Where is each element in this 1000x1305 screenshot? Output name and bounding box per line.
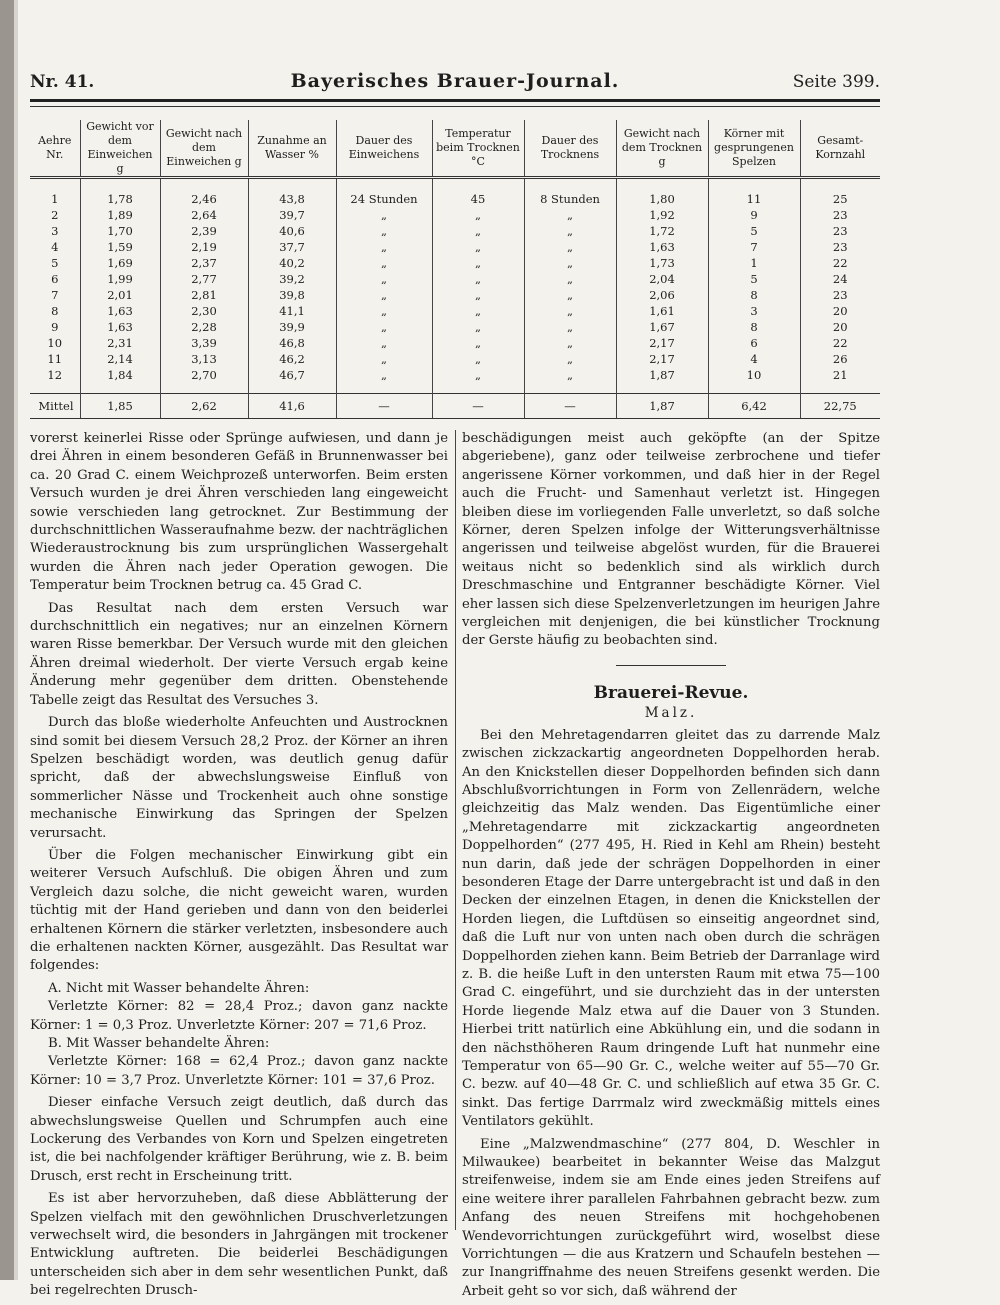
section-title: Brauerei-Revue.	[593, 682, 749, 703]
table-cell: 3	[30, 223, 80, 239]
table-row	[30, 178, 880, 208]
table-cell: 2,77	[160, 271, 248, 287]
table-cell: —	[336, 394, 432, 419]
paragraph: B. Mit Wasser behandelte Ähren:	[48, 1036, 270, 1051]
table-cell: 2,28	[160, 319, 248, 335]
table-cell: 2,30	[160, 303, 248, 319]
table-cell: „	[524, 207, 616, 223]
table-row	[30, 255, 880, 271]
table-cell: 4	[708, 351, 800, 367]
table-cell: 8	[708, 287, 800, 303]
table-row	[30, 335, 880, 351]
table-cell: 2,17	[616, 351, 708, 367]
table-cell: 24 Stunden	[336, 178, 432, 208]
table-cell: 2,81	[160, 287, 248, 303]
table-cell: „	[432, 319, 524, 335]
table-cell: 25	[832, 191, 848, 206]
table-cell: „	[432, 239, 524, 255]
table-cell: 10	[708, 367, 800, 394]
table-cell: „	[336, 335, 432, 351]
table-cell: „	[524, 303, 616, 319]
table-cell: —	[524, 394, 616, 419]
scan-binding-shadow	[14, 0, 18, 1280]
table-cell: 3,13	[160, 351, 248, 367]
column-header: Zunahme an Wasser %	[248, 120, 336, 178]
table-cell: 2,46	[160, 178, 248, 208]
table-cell: 1,84	[80, 367, 160, 394]
table-cell: „	[336, 319, 432, 335]
table-cell: „	[524, 287, 616, 303]
table-cell: 1,89	[80, 207, 160, 223]
table-cell: 39,8	[248, 287, 336, 303]
table-cell: 1,67	[616, 319, 708, 335]
table-cell: 40,2	[248, 255, 336, 271]
table-cell: 1,85	[80, 394, 160, 419]
column-header: Körner mit gesprungenen Spelzen	[708, 120, 800, 178]
table-cell: 6	[708, 335, 800, 351]
paragraph: vorerst keinerlei Risse oder Sprünge aufwiesen, und dann je drei Ähren in einem besonderen Gefäß in Brunnenwasser bei ca. 20 Grad C. einem Weichprozeß unterworfen. Beim ersten Versuch wurden je drei Ähren verschieden lang eingeweicht sowie verschieden lang getrocknet. Zur Bestimmung der durchschnittlichen Wasseraufnahme bezw. der nachträglichen Wiederaustrocknung bis zum ursprünglichen Wassergehalt wurden die Ähren nach jeder Operation gewogen. Die Temperatur beim Trocknen betrug ca. 45 Grad C.	[30, 431, 448, 594]
issue-number: Nr. 41.	[30, 72, 95, 92]
table-cell: 2,70	[160, 367, 248, 394]
table-cell: „	[432, 335, 524, 351]
table-cell: 22	[832, 335, 848, 350]
journal-title: Bayerisches Brauer-Journal.	[290, 70, 620, 92]
table-cell: 1,69	[80, 255, 160, 271]
table-cell: „	[432, 223, 524, 239]
table-cell: 1,87	[616, 394, 708, 419]
table-cell: 20	[832, 303, 848, 318]
table-cell: 5	[708, 223, 800, 239]
table-cell: 7	[708, 239, 800, 255]
table-cell: 1,99	[80, 271, 160, 287]
table-cell: „	[336, 255, 432, 271]
table-cell: „	[336, 271, 432, 287]
table-cell: 1,70	[80, 223, 160, 239]
paragraph: A. Nicht mit Wasser behandelte Ähren:	[48, 980, 310, 996]
table-cell: „	[432, 351, 524, 367]
mean-label: Mittel	[30, 394, 80, 419]
table-cell: 2,17	[616, 335, 708, 351]
table-cell: 43,8	[248, 178, 336, 208]
table-cell: 9	[30, 319, 80, 335]
table-header-row	[30, 120, 880, 178]
page-header	[30, 70, 880, 98]
table-cell: 1,63	[80, 303, 160, 319]
table-cell: 2,39	[160, 223, 248, 239]
table-cell: „	[336, 351, 432, 367]
column-header: Gesamt-Kornzahl	[800, 120, 880, 178]
table-row	[30, 367, 880, 394]
table-cell: 1,63	[616, 239, 708, 255]
left-text-column	[30, 430, 448, 1305]
results-table-container	[30, 120, 880, 419]
table-row	[30, 239, 880, 255]
scan-binding-edge	[0, 0, 14, 1280]
table-cell: 11	[30, 351, 80, 367]
table-cell: 37,7	[248, 239, 336, 255]
table-cell: 5	[708, 271, 800, 287]
table-cell: 11	[708, 178, 800, 208]
column-header: Gewicht nach dem Einweichen g	[160, 120, 248, 178]
table-cell: 23	[832, 207, 848, 222]
table-cell: 8 Stunden	[524, 178, 616, 208]
table-cell: 46,7	[248, 367, 336, 394]
header-rule-thin	[30, 106, 880, 107]
table-cell: 2,04	[616, 271, 708, 287]
table-cell: „	[524, 319, 616, 335]
table-cell: 1	[30, 178, 80, 208]
column-header: Temperatur beim Trocknen °C	[432, 120, 524, 178]
column-header: Dauer des Einweichens	[336, 120, 432, 178]
paragraph: Verletzte Körner: 168 = 62,4 Proz.; davon ganz nackte Körner: 10 = 3,7 Proz. Unverletzte Körner: 101 = 37,6 Proz.	[30, 1054, 448, 1088]
mean-row	[30, 394, 880, 419]
section-separator	[616, 665, 726, 666]
table-cell: 2,37	[160, 255, 248, 271]
paragraph: Eine „Malzwendmaschine“ (277 804, D. Weschler in Milwaukee) bearbeitet in bekannter Weise das Malzgut streifenweise, indem sie am Ende eines jeden Streifens auf eine weitere ihrer parallelen Fahrbahnen gebracht bezw. zum Anfang des neuen Streifens mit hochgehobenen Wendevorrichtungen zurückgeführt wird, woselbst diese Vorrichtungen — die aus Kratzern und Schaufeln bestehen — zur Inangriffnahme des neuen Streifens gesenkt werden. Die Arbeit geht so vor sich, daß während der	[462, 1136, 880, 1299]
table-cell: 1,61	[616, 303, 708, 319]
table-cell: 2,19	[160, 239, 248, 255]
paragraph: Durch das bloße wiederholte Anfeuchten und Austrocknen sind somit bei diesem Versuch 28,2 Proz. der Körner an ihren Spelzen beschädigt worden, was deutlich genug dafür spricht, daß der abwechslungsweise Einfluß von sommerlicher Nässe und Trockenheit auch ohne sonstige mechanische Einwirkung das Springen der Spelzen verursacht.	[30, 715, 448, 841]
paragraph: Dieser einfache Versuch zeigt deutlich, daß durch das abwechslungsweise Quellen und Schrumpfen auch eine Lockerung des Verbandes von Korn und Spelzen eingetreten ist, die bei nachfolgender kräftiger Berührung, wie z. B. beim Drusch, erst recht in Erscheinung tritt.	[30, 1095, 448, 1184]
table-cell: 2,64	[160, 207, 248, 223]
paragraph: Bei den Mehretagendarren gleitet das zu darrende Malz zwischen zickzackartig angeordneten Doppelhorden herab. An den Knickstellen dieser Doppelhorden befinden sich dann Abschlußvorrichtungen in Form von Zellenrädern, welche gleichzeitig das Malz wenden. Das Eigentümliche einer „Mehretagendarre mit zickzackartig angeordneten Doppelhorden“ (277 495, H. Ried in Kehl am Rhein) besteht nun darin, daß jede der schrägen Doppelhorden in einer besonderen Etage der Darre untergebracht ist und daß in den Decken der einzelnen Etagen, in denen die Knickstellen der Horden liegen, die Luftdüsen so einseitig angeordnet sind, daß die Luft nur von unten nach oben durch die schrägen Doppelhorden ziehen kann. Beim Betrieb der Darranlage wird z. B. die heiße Luft in den untersten Raum mit etwa 75—100 Grad C. eingeführt, und sie durchzieht das in der untersten Horde liegende Malz etwa auf die Dauer von 3 Stunden. Hierbei tritt natürlich eine Abkühlung ein, und die sodann in den nächsthöheren Raum dringende Luft hat nunmehr eine Temperatur von 65—90 Gr. C., welche weiter auf 55—70 Gr. C. bezw. auf 40—48 Gr. C. und schließlich auf etwa 35 Gr. C. sinkt. Das fertige Darrmalz wird zweckmäßig mittels eines Ventilators gekühlt.	[462, 727, 880, 1130]
table-body	[30, 178, 880, 419]
table-cell: 21	[832, 367, 848, 382]
paragraph: Das Resultat nach dem ersten Versuch war durchschnittlich ein negatives; nur an einzelnen Körnern waren Risse bemerkbar. Der Versuch wurde mit den gleichen Ähren dreimal wiederholt. Der vierte Versuch ergab keine Änderung mehr gegenüber dem dritten. Obenstehende Tabelle zeigt das Resultat des Versuches 3.	[30, 600, 448, 708]
table-cell: 46,2	[248, 351, 336, 367]
table-cell: 4	[30, 239, 80, 255]
paragraph: beschädigungen meist auch geköpfte (an der Spitze abgeriebene), ganz oder teilweise zerbrochene und tiefer angerissene Körner vorkommen, und daß hier in der Regel auch die Frucht- und Samenhaut verletzt ist. Hingegen bleiben diese im vorliegenden Falle unverletzt, so daß solche Körner, deren Spelzen infolge der Witterungsverhältnisse angerissen und teilweise abgelöst wurden, für die Brauerei weitaus nicht so bedenklich sind als wirklich durch Dreschmaschine und Entgranner beschädigte Körner. Viel eher lassen sich diese Spelzenverletzungen im heurigen Jahre vergleichen mit denjenigen, die bei künstlicher Trocknung der Gerste häufig zu beobachten sind.	[462, 431, 880, 649]
results-table	[30, 120, 880, 419]
table-cell: „	[336, 223, 432, 239]
table-cell: „	[432, 287, 524, 303]
column-divider	[455, 430, 456, 1230]
table-cell: 5	[30, 255, 80, 271]
table-cell: 1,92	[616, 207, 708, 223]
table-row	[30, 223, 880, 239]
table-cell: 24	[832, 271, 848, 286]
table-cell: „	[336, 367, 432, 394]
table-cell: 39,9	[248, 319, 336, 335]
table-cell: „	[432, 367, 524, 394]
table-cell: 2,14	[80, 351, 160, 367]
paragraph: Über die Folgen mechanischer Einwirkung gibt ein weiterer Versuch Aufschluß. Die obigen Ähren und zum Vergleich dazu solche, die nicht geweicht waren, wurden tüchtig mit der Hand gerieben und dann von den beiderlei erhaltenen Körnern die stärker verletzten, insbesondere auch die erhaltenen nackten Körner, ausgezählt. Das Resultat war folgendes:	[30, 847, 448, 974]
table-cell: „	[524, 271, 616, 287]
table-cell: 8	[30, 303, 80, 319]
table-cell: 39,7	[248, 207, 336, 223]
table-cell: 2,01	[80, 287, 160, 303]
table-cell: „	[524, 255, 616, 271]
table-cell: 2,31	[80, 335, 160, 351]
table-cell: 1,59	[80, 239, 160, 255]
table-cell: 20	[832, 319, 848, 334]
section-subtitle: Malz.	[644, 705, 698, 722]
table-cell: „	[524, 239, 616, 255]
table-cell: 22	[832, 255, 848, 270]
header-rule-thick	[30, 99, 880, 102]
table-cell: „	[524, 367, 616, 394]
table-cell: 22,75	[800, 394, 880, 419]
table-row	[30, 351, 880, 367]
table-cell: „	[432, 207, 524, 223]
column-header: Dauer des Trocknens	[524, 120, 616, 178]
table-cell: 1,63	[80, 319, 160, 335]
table-row	[30, 271, 880, 287]
table-cell: 2,62	[160, 394, 248, 419]
page-number: Seite 399.	[792, 72, 880, 92]
table-cell: 41,6	[248, 394, 336, 419]
column-header: Gewicht vor dem Einweichen g	[80, 120, 160, 178]
table-cell: „	[524, 335, 616, 351]
table-cell: 23	[832, 223, 848, 238]
table-cell: „	[432, 271, 524, 287]
column-header: Aehre Nr.	[30, 120, 80, 178]
table-cell: „	[336, 207, 432, 223]
table-cell: 1,72	[616, 223, 708, 239]
table-row	[30, 287, 880, 303]
table-cell: 1	[708, 255, 800, 271]
table-cell: „	[336, 303, 432, 319]
table-cell: 39,2	[248, 271, 336, 287]
table-cell: „	[524, 351, 616, 367]
table-cell: 3	[708, 303, 800, 319]
table-row	[30, 207, 880, 223]
table-cell: 23	[832, 239, 848, 254]
paragraph: Verletzte Körner: 82 = 28,4 Proz.; davon ganz nackte Körner: 1 = 0,3 Proz. Unverletzte Körner: 207 = 71,6 Proz.	[30, 999, 448, 1033]
table-row	[30, 319, 880, 335]
table-cell: 10	[30, 335, 80, 351]
column-header: Gewicht nach dem Trocknen g	[616, 120, 708, 178]
table-cell: 6,42	[708, 394, 800, 419]
table-cell: 23	[832, 287, 848, 302]
table-cell: „	[336, 287, 432, 303]
table-cell: 3,39	[160, 335, 248, 351]
table-cell: —	[432, 394, 524, 419]
table-cell: 1,87	[616, 367, 708, 394]
table-cell: 1,80	[616, 178, 708, 208]
table-cell: „	[432, 303, 524, 319]
table-cell: „	[336, 239, 432, 255]
table-cell: 1,73	[616, 255, 708, 271]
table-cell: 7	[30, 287, 80, 303]
table-cell: 40,6	[248, 223, 336, 239]
table-cell: 6	[30, 271, 80, 287]
table-cell: 41,1	[248, 303, 336, 319]
table-cell: 9	[708, 207, 800, 223]
table-cell: 1,78	[80, 178, 160, 208]
table-cell: 26	[832, 351, 848, 366]
table-cell: „	[432, 255, 524, 271]
table-cell: 2,06	[616, 287, 708, 303]
table-cell: 45	[432, 178, 524, 208]
table-row	[30, 303, 880, 319]
table-cell: 2	[30, 207, 80, 223]
paragraph: Es ist aber hervorzuheben, daß diese Abblätterung der Spelzen vielfach mit den gewöhnlichen Druschverletzungen verwechselt wird, die besonders in Jahrgängen mit trockener Entwicklung auftreten. Die beiderlei Beschädigungen unterscheiden sich aber in dem sehr wesentlichen Punkt, daß bei regelrechten Drusch-	[30, 1191, 448, 1299]
right-text-column	[462, 430, 880, 1305]
table-cell: 46,8	[248, 335, 336, 351]
table-cell: 12	[30, 367, 80, 394]
table-cell: 8	[708, 319, 800, 335]
table-cell: „	[524, 223, 616, 239]
